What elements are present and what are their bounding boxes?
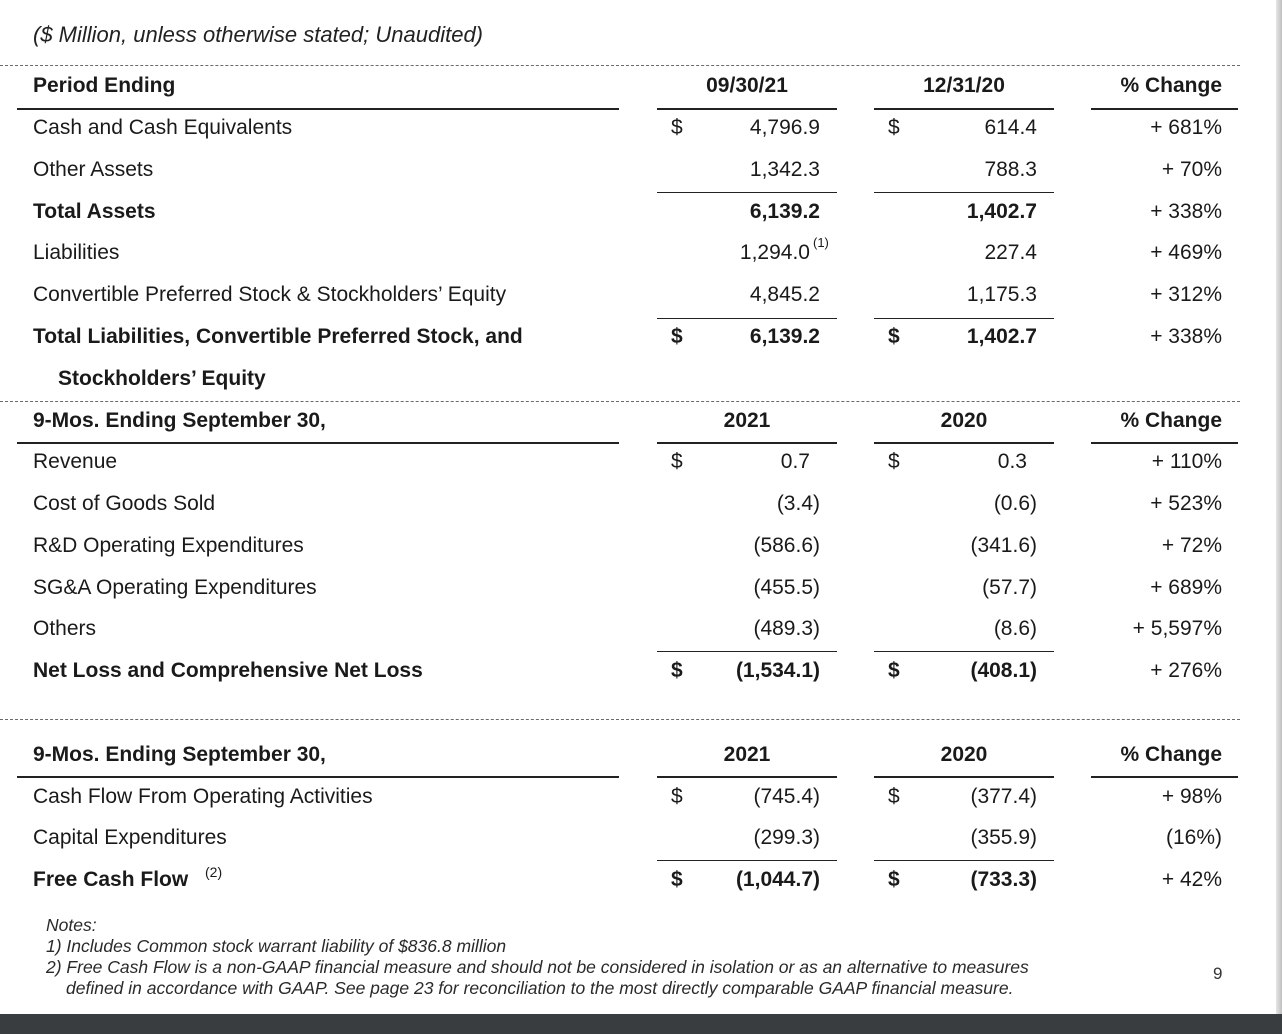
footnotes	[46, 915, 1029, 999]
value-col1: (3.4)	[776, 492, 820, 515]
table-header-row	[0, 735, 1282, 777]
units-subtitle: ($ Million, unless otherwise stated; Unaudited)	[33, 22, 484, 47]
pct-change: + 338%	[1150, 200, 1222, 223]
value-col1: (455.5)	[753, 576, 820, 599]
value-col2: 227.4	[984, 241, 1037, 264]
currency-symbol: $	[671, 116, 683, 139]
value-col2: 1,402.7	[966, 325, 1037, 348]
pct-change: + 523%	[1150, 492, 1222, 515]
value-col2: (341.6)	[970, 534, 1037, 557]
header-col1: 2021	[723, 409, 771, 432]
value-col2: (8.6)	[993, 617, 1037, 640]
pct-change: + 689%	[1150, 576, 1222, 599]
currency-symbol: $	[671, 325, 683, 348]
value-col1: 1,294.0	[739, 241, 810, 264]
currency-symbol: $	[888, 659, 900, 682]
value-col1: 0.7	[780, 450, 810, 473]
value-col1: 6,139.2	[749, 200, 820, 223]
pct-change: + 312%	[1150, 283, 1222, 306]
pct-change: + 5,597%	[1132, 617, 1222, 640]
table-row	[0, 150, 1282, 192]
row-label: Free Cash Flow	[33, 868, 189, 891]
value-col2: 1,402.7	[966, 200, 1037, 223]
value-col1: (299.3)	[753, 826, 820, 849]
row-label: Revenue	[33, 450, 118, 473]
row-label: Net Loss and Comprehensive Net Loss	[33, 659, 423, 682]
row-label: Other Assets	[33, 158, 154, 181]
viewer-bottom-bar	[0, 1014, 1282, 1034]
value-col2: 1,175.3	[966, 283, 1037, 306]
table-header-row	[0, 401, 1282, 443]
notes-title: Notes:	[46, 915, 97, 935]
pct-change: + 681%	[1150, 116, 1222, 139]
row-label: Liabilities	[33, 241, 120, 264]
value-col1: (1,044.7)	[735, 868, 820, 891]
row-label: SG&A Operating Expenditures	[33, 576, 317, 599]
pct-change: + 276%	[1150, 659, 1222, 682]
currency-symbol: $	[671, 450, 683, 473]
header-col1: 2021	[723, 743, 771, 766]
currency-symbol: $	[671, 868, 683, 891]
value-col2: (0.6)	[993, 492, 1037, 515]
table-row	[0, 860, 1282, 902]
currency-symbol: $	[671, 659, 683, 682]
value-col1: 6,139.2	[749, 325, 820, 348]
header-label: Period Ending	[33, 74, 176, 97]
row-label: Convertible Preferred Stock & Stockholders’ Equity	[33, 283, 507, 306]
header-col1: 09/30/21	[706, 74, 788, 97]
table-header-row	[0, 66, 1282, 108]
pct-change: + 72%	[1161, 534, 1222, 557]
row-label: Cost of Goods Sold	[33, 492, 216, 515]
note-2-line-2: defined in accordance with GAAP. See page 23 for reconciliation to the most directly comparable GAAP financial measure.	[66, 978, 1014, 998]
page-edge-shadow	[1276, 0, 1282, 1014]
row-label: Stockholders’ Equity	[58, 367, 266, 390]
currency-symbol: $	[888, 785, 900, 808]
value-col2: 614.4	[984, 116, 1037, 139]
section-divider	[0, 719, 1240, 720]
header-label: 9-Mos. Ending September 30,	[33, 409, 326, 432]
value-col2: (408.1)	[970, 659, 1037, 682]
row-label: Others	[33, 617, 97, 640]
table-row	[0, 233, 1282, 275]
row-label: Total Assets	[33, 200, 156, 223]
header-col3: % Change	[1120, 743, 1222, 766]
row-label: Cash and Cash Equivalents	[33, 116, 293, 139]
header-col3: % Change	[1120, 409, 1222, 432]
currency-symbol: $	[671, 785, 683, 808]
table-row	[0, 275, 1282, 317]
table-row	[0, 568, 1282, 610]
table-row	[0, 108, 1282, 150]
pct-change: (16%)	[1165, 826, 1222, 849]
table-row	[0, 777, 1282, 819]
value-col1: 1,342.3	[749, 158, 820, 181]
value-col2: (355.9)	[970, 826, 1037, 849]
value-col2: 788.3	[984, 158, 1037, 181]
table-row	[0, 651, 1282, 693]
header-col2: 2020	[940, 743, 988, 766]
row-label: Total Liabilities, Convertible Preferred Stock, and	[33, 325, 523, 348]
pct-change: + 70%	[1161, 158, 1222, 181]
header-col2: 12/31/20	[923, 74, 1005, 97]
header-label: 9-Mos. Ending September 30,	[33, 743, 326, 766]
table-row	[0, 526, 1282, 568]
currency-symbol: $	[888, 116, 900, 139]
note-1: 1) Includes Common stock warrant liability of $836.8 million	[46, 936, 507, 956]
value-col1: (489.3)	[753, 617, 820, 640]
pct-change: + 98%	[1161, 785, 1222, 808]
table-row	[0, 818, 1282, 860]
table-row	[0, 484, 1282, 526]
value-col2: (57.7)	[982, 576, 1037, 599]
header-col2: 2020	[940, 409, 988, 432]
footnote-ref: (2)	[205, 864, 223, 880]
value-col1: (1,534.1)	[735, 659, 820, 682]
currency-symbol: $	[888, 868, 900, 891]
value-col1: 4,796.9	[749, 116, 820, 139]
value-col1: (586.6)	[753, 534, 820, 557]
table-row	[0, 609, 1282, 651]
footnote-ref: (1)	[813, 235, 829, 250]
pct-change: + 469%	[1150, 241, 1222, 264]
table-row	[0, 192, 1282, 234]
header-col3: % Change	[1120, 74, 1222, 97]
table-row	[0, 442, 1282, 484]
table-row-continuation	[0, 359, 1282, 401]
pct-change: + 42%	[1161, 868, 1222, 891]
page-number: 9	[1213, 964, 1223, 983]
value-col2: (377.4)	[970, 785, 1037, 808]
row-label: Capital Expenditures	[33, 826, 227, 849]
value-col2: 0.3	[997, 450, 1027, 473]
pct-change: + 110%	[1151, 450, 1222, 473]
row-label: R&D Operating Expenditures	[33, 534, 304, 557]
currency-symbol: $	[888, 450, 900, 473]
value-col2: (733.3)	[970, 868, 1037, 891]
value-col1: 4,845.2	[749, 283, 820, 306]
note-2-line-1: 2) Free Cash Flow is a non-GAAP financial measure and should not be considered in isolation or as an alternative to measures	[46, 957, 1029, 977]
pct-change: + 338%	[1150, 325, 1222, 348]
row-label: Cash Flow From Operating Activities	[33, 785, 373, 808]
table-row	[0, 317, 1282, 359]
value-col1: (745.4)	[753, 785, 820, 808]
currency-symbol: $	[888, 325, 900, 348]
